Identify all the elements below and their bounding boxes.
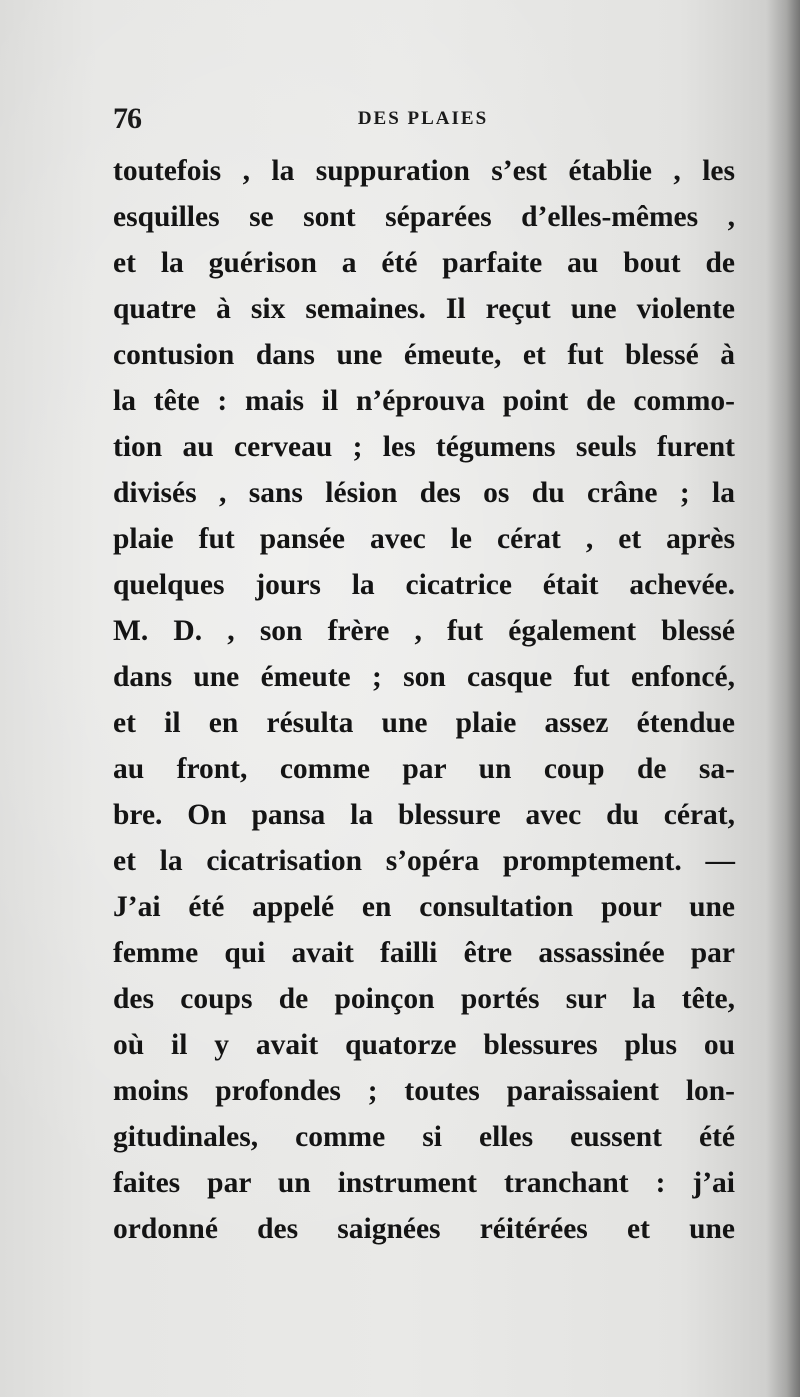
page-edge-shadow — [766, 0, 800, 1397]
text-line: et la cicatrisation s’opéra promptement. — — [113, 845, 735, 877]
text-line: esquilles se sont séparées d’elles-mêmes , — [113, 201, 735, 233]
text-line: divisés , sans lésion des os du crâne ; la — [113, 477, 735, 509]
running-header — [113, 100, 733, 140]
text-line: des coups de poinçon portés sur la tête, — [113, 983, 735, 1015]
text-line: toutefois , la suppuration s’est établie , les — [113, 155, 735, 187]
text-line: ordonné des saignées réitérées et une — [113, 1213, 735, 1245]
text-line: faites par un instrument tranchant : j’ai — [113, 1167, 735, 1199]
text-line: contusion dans une émeute, et fut blessé à — [113, 339, 735, 371]
text-line: au front, comme par un coup de sa- — [113, 753, 735, 785]
text-line: plaie fut pansée avec le cérat , et après — [113, 523, 735, 555]
text-line: J’ai été appelé en consultation pour une — [113, 891, 735, 923]
text-line: moins profondes ; toutes paraissaient lon- — [113, 1075, 735, 1107]
text-line: quatre à six semaines. Il reçut une violente — [113, 293, 735, 325]
text-line: et il en résulta une plaie assez étendue — [113, 707, 735, 739]
text-line: où il y avait quatorze blessures plus ou — [113, 1029, 735, 1061]
text-line: bre. On pansa la blessure avec du cérat, — [113, 799, 735, 831]
text-line: M. D. , son frère , fut également blessé — [113, 615, 735, 647]
body-text — [113, 148, 735, 1252]
text-line: tion au cerveau ; les tégumens seuls furent — [113, 431, 735, 463]
page-number: 76 — [113, 102, 141, 135]
text-line: quelques jours la cicatrice était achevée. — [113, 569, 735, 601]
running-title: DES PLAIES — [357, 108, 489, 129]
text-line: et la guérison a été parfaite au bout de — [113, 247, 735, 279]
text-line: la tête : mais il n’éprouva point de commo- — [113, 385, 735, 417]
text-line: femme qui avait failli être assassinée par — [113, 937, 735, 969]
text-line: gitudinales, comme si elles eussent été — [113, 1121, 735, 1153]
text-line: dans une émeute ; son casque fut enfoncé, — [113, 661, 735, 693]
